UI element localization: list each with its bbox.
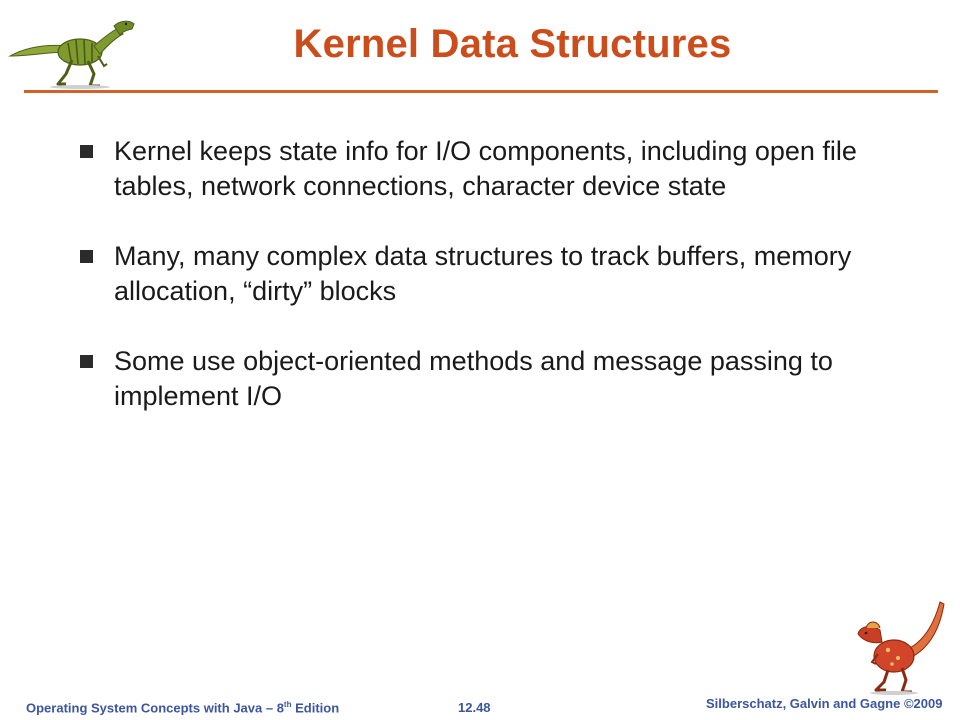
footer-book-title-prefix: Operating System Concepts with Java – 8 xyxy=(26,700,284,716)
square-bullet-icon xyxy=(80,145,93,158)
footer-book-title-suffix: Edition xyxy=(291,700,340,716)
footer-book-title-superscript: th xyxy=(283,700,292,709)
bullet-item xyxy=(80,134,880,204)
bullet-list xyxy=(80,134,880,449)
square-bullet-icon xyxy=(80,355,93,368)
square-bullet-icon xyxy=(80,250,93,263)
title-divider xyxy=(24,90,938,93)
footer-page-number: 12.48 xyxy=(458,700,491,715)
red-dinosaur-icon xyxy=(846,598,946,696)
bullet-text: Many, many complex data structures to track buffers, memory allocation, “dirty” blocks xyxy=(114,241,852,306)
bullet-item xyxy=(80,344,880,414)
slide-title: Kernel Data Structures xyxy=(293,22,732,66)
bullet-item xyxy=(80,239,880,309)
footer-copyright: Silberschatz, Galvin and Gagne ©2009 xyxy=(706,696,943,711)
bullet-text: Some use object-oriented methods and message passing to implement I/O xyxy=(114,346,833,411)
footer-book-title xyxy=(26,700,339,715)
bullet-text: Kernel keeps state info for I/O components, including open file tables, network connections, character device state xyxy=(114,136,857,201)
green-dinosaur-icon xyxy=(8,16,136,90)
